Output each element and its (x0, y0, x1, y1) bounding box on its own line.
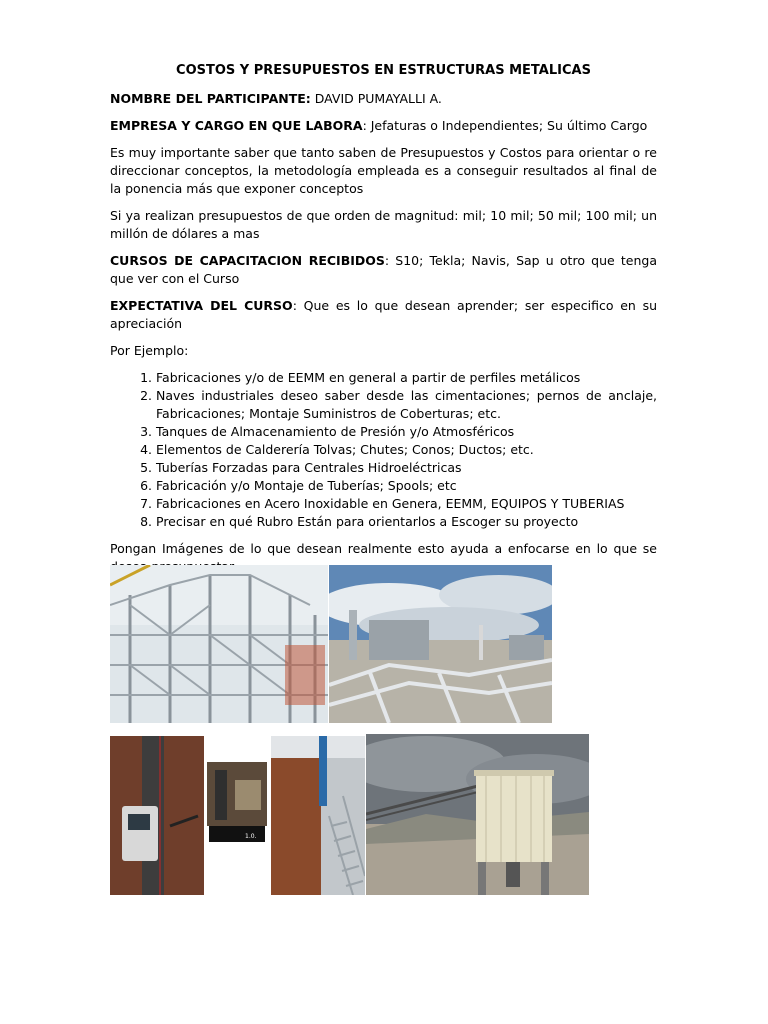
participant-value: DAVID PUMAYALLI A. (310, 91, 442, 106)
photo-steel-frame (110, 565, 328, 723)
document-body (110, 58, 657, 585)
list-item: 2. Naves industriales deseo saber desde las cimentaciones; pernos de anclaje, Fabricaciones; Montaje Suministros de Coberturas; etc. (156, 387, 657, 423)
paragraph-importance: Es muy importante saber que tanto saben de Presupuestos y Costos para orientar o re direccionar conceptos, la metodología empleada es a conseguir resultados al final de la ponencia más que exponer conceptos (110, 145, 657, 196)
expectation-label: EXPECTATIVA DEL CURSO (110, 298, 293, 313)
photo-ladder-penstock (271, 736, 365, 895)
closing-paragraph: Pongan Imágenes de lo que desean realmente esto ayuda a enfocarse en lo que se (110, 541, 657, 556)
photo-storage-tank (366, 734, 589, 895)
participant-label: NOMBRE DEL PARTICIPANTE: (110, 91, 311, 106)
list-item: 4. Elementos de Calderería Tolvas; Chutes; Conos; Ductos; etc. (156, 441, 657, 459)
list-item: 8. Precisar en qué Rubro Están para orientarlos a Escoger su proyecto (156, 513, 657, 531)
list-item: 5. Tuberías Forzadas para Centrales Hidroeléctricas (156, 459, 657, 477)
document-title: COSTOS Y PRESUPUESTOS EN ESTRUCTURAS METALICAS (176, 63, 591, 78)
company-label: EMPRESA Y CARGO EN QUE LABORA (110, 118, 363, 133)
paragraph-magnitude: Si ya realizan presupuestos de que orden de magnitud: mil; 10 mil; 50 mil; 100 mil; un millón de dólares a mas (110, 208, 657, 241)
list-item: 6. Fabricación y/o Montaje de Tuberías; Spools; etc (156, 477, 657, 495)
courses-value: : S10; Tekla; Navis, Sap u otro que tenga que ver con el Curso (110, 253, 657, 286)
photo-caption: 1.0. (245, 833, 257, 840)
photo-industrial-plant (329, 565, 552, 723)
company-value: : Jefaturas o Independientes; Su último Cargo (362, 118, 648, 133)
list-item: 7. Fabricaciones en Acero Inoxidable en Genera, EEMM, EQUIPOS Y TUBERIAS (156, 495, 657, 513)
example-intro: Por Ejemplo: (110, 343, 189, 358)
list-item: 3. Tanques de Almacenamiento de Presión y/o Atmosféricos (156, 423, 657, 441)
photo-detail-inset (205, 760, 269, 844)
expectation-line (110, 297, 657, 333)
participant-line (110, 90, 657, 108)
examples-list (110, 369, 657, 531)
company-line (110, 117, 657, 135)
courses-label: CURSOS DE CAPACITACION RECIBIDOS (110, 253, 385, 268)
courses-line (110, 252, 657, 288)
photo-pipe-measurement (110, 736, 204, 895)
list-item: 1. Fabricaciones y/o de EEMM en general a partir de perfiles metálicos (156, 369, 657, 387)
expectation-value: : Que es lo que desean aprender; ser especifico en su apreciación (110, 298, 657, 331)
